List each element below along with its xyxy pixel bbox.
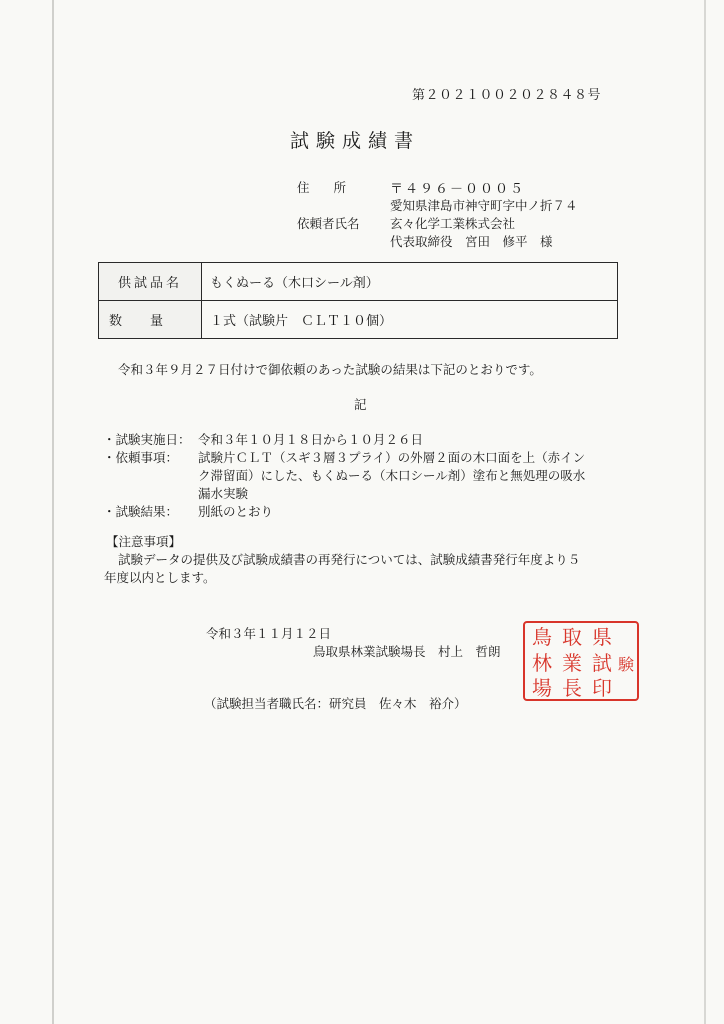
notes-title: 【注意事項】: [106, 534, 182, 549]
official-seal-stamp: [522, 620, 640, 702]
client-label: 依頼者氏名: [297, 216, 360, 231]
table-label-cell: 数量: [99, 301, 202, 339]
item-value-request-line2: ク滞留面）にした、もくぬーる（木口シール剤）塗布と無処理の吸水: [198, 468, 586, 483]
seal-char: 鳥: [532, 625, 552, 649]
postal-code: 〒４９６－０００５: [390, 182, 526, 197]
seal-char: 林: [532, 651, 552, 675]
sample-table: [98, 262, 618, 339]
item-value-result: 別紙のとおり: [198, 504, 274, 519]
table-value-cell: もくぬーる（木口シール剤）: [202, 263, 618, 301]
table-value-cell: １式（試験片 ＣＬＴ１０個）: [202, 301, 618, 339]
intro-text: 令和３年９月２７日付けで御依頼のあった試験の結果は下記のとおりです。: [118, 362, 542, 377]
item-label-request: ・依頼事項：: [103, 450, 179, 465]
seal-char: 試: [592, 651, 612, 675]
page-left-edge: [52, 0, 54, 1024]
document-title: 試験成績書: [290, 130, 421, 152]
issuer-name: 鳥取県林業試験場長 村上 哲朗: [313, 644, 501, 659]
seal-char: 取: [562, 625, 582, 649]
client-company: 玄々化学工業株式会社: [390, 216, 516, 231]
client-representative: 代表取締役 宮田 修平 様: [390, 234, 553, 249]
seal-char: 県: [592, 625, 612, 649]
issue-date: 令和３年１１月１２日: [206, 626, 332, 641]
address: 愛知県津島市神守町字中ノ折７４: [390, 198, 578, 213]
address-label: 住所: [297, 180, 371, 195]
ki-heading: 記: [354, 397, 367, 412]
notes-line: 年度以内とします。: [104, 570, 216, 585]
seal-char: 験: [617, 655, 635, 674]
page-right-edge: [704, 0, 706, 1024]
seal-char: 長: [562, 676, 582, 700]
seal-char: 印: [592, 676, 612, 700]
seal-char: 場: [532, 676, 552, 700]
item-label-result: ・試験結果：: [103, 504, 179, 519]
table-label-cell: 供試品名: [99, 263, 202, 301]
officer-name: （試験担当者職氏名：研究員 佐々木 裕介）: [204, 696, 467, 711]
document-number: 第２０２１００２０２８４８号: [412, 88, 602, 103]
item-value-request-line1: 試験片ＣＬＴ（スギ３層３プライ）の外層２面の木口面を上（赤イン: [198, 450, 586, 465]
item-value-date: 令和３年１０月１８日から１０月２６日: [198, 432, 424, 447]
seal-char: 業: [562, 651, 582, 675]
notes-line: 試験データの提供及び試験成績書の再発行については、試験成績書発行年度より５: [118, 552, 581, 567]
table-row: [99, 263, 618, 301]
item-value-request-line3: 漏水実験: [198, 486, 249, 501]
item-label-date: ・試験実施日：: [103, 432, 191, 447]
table-row: [99, 301, 618, 339]
